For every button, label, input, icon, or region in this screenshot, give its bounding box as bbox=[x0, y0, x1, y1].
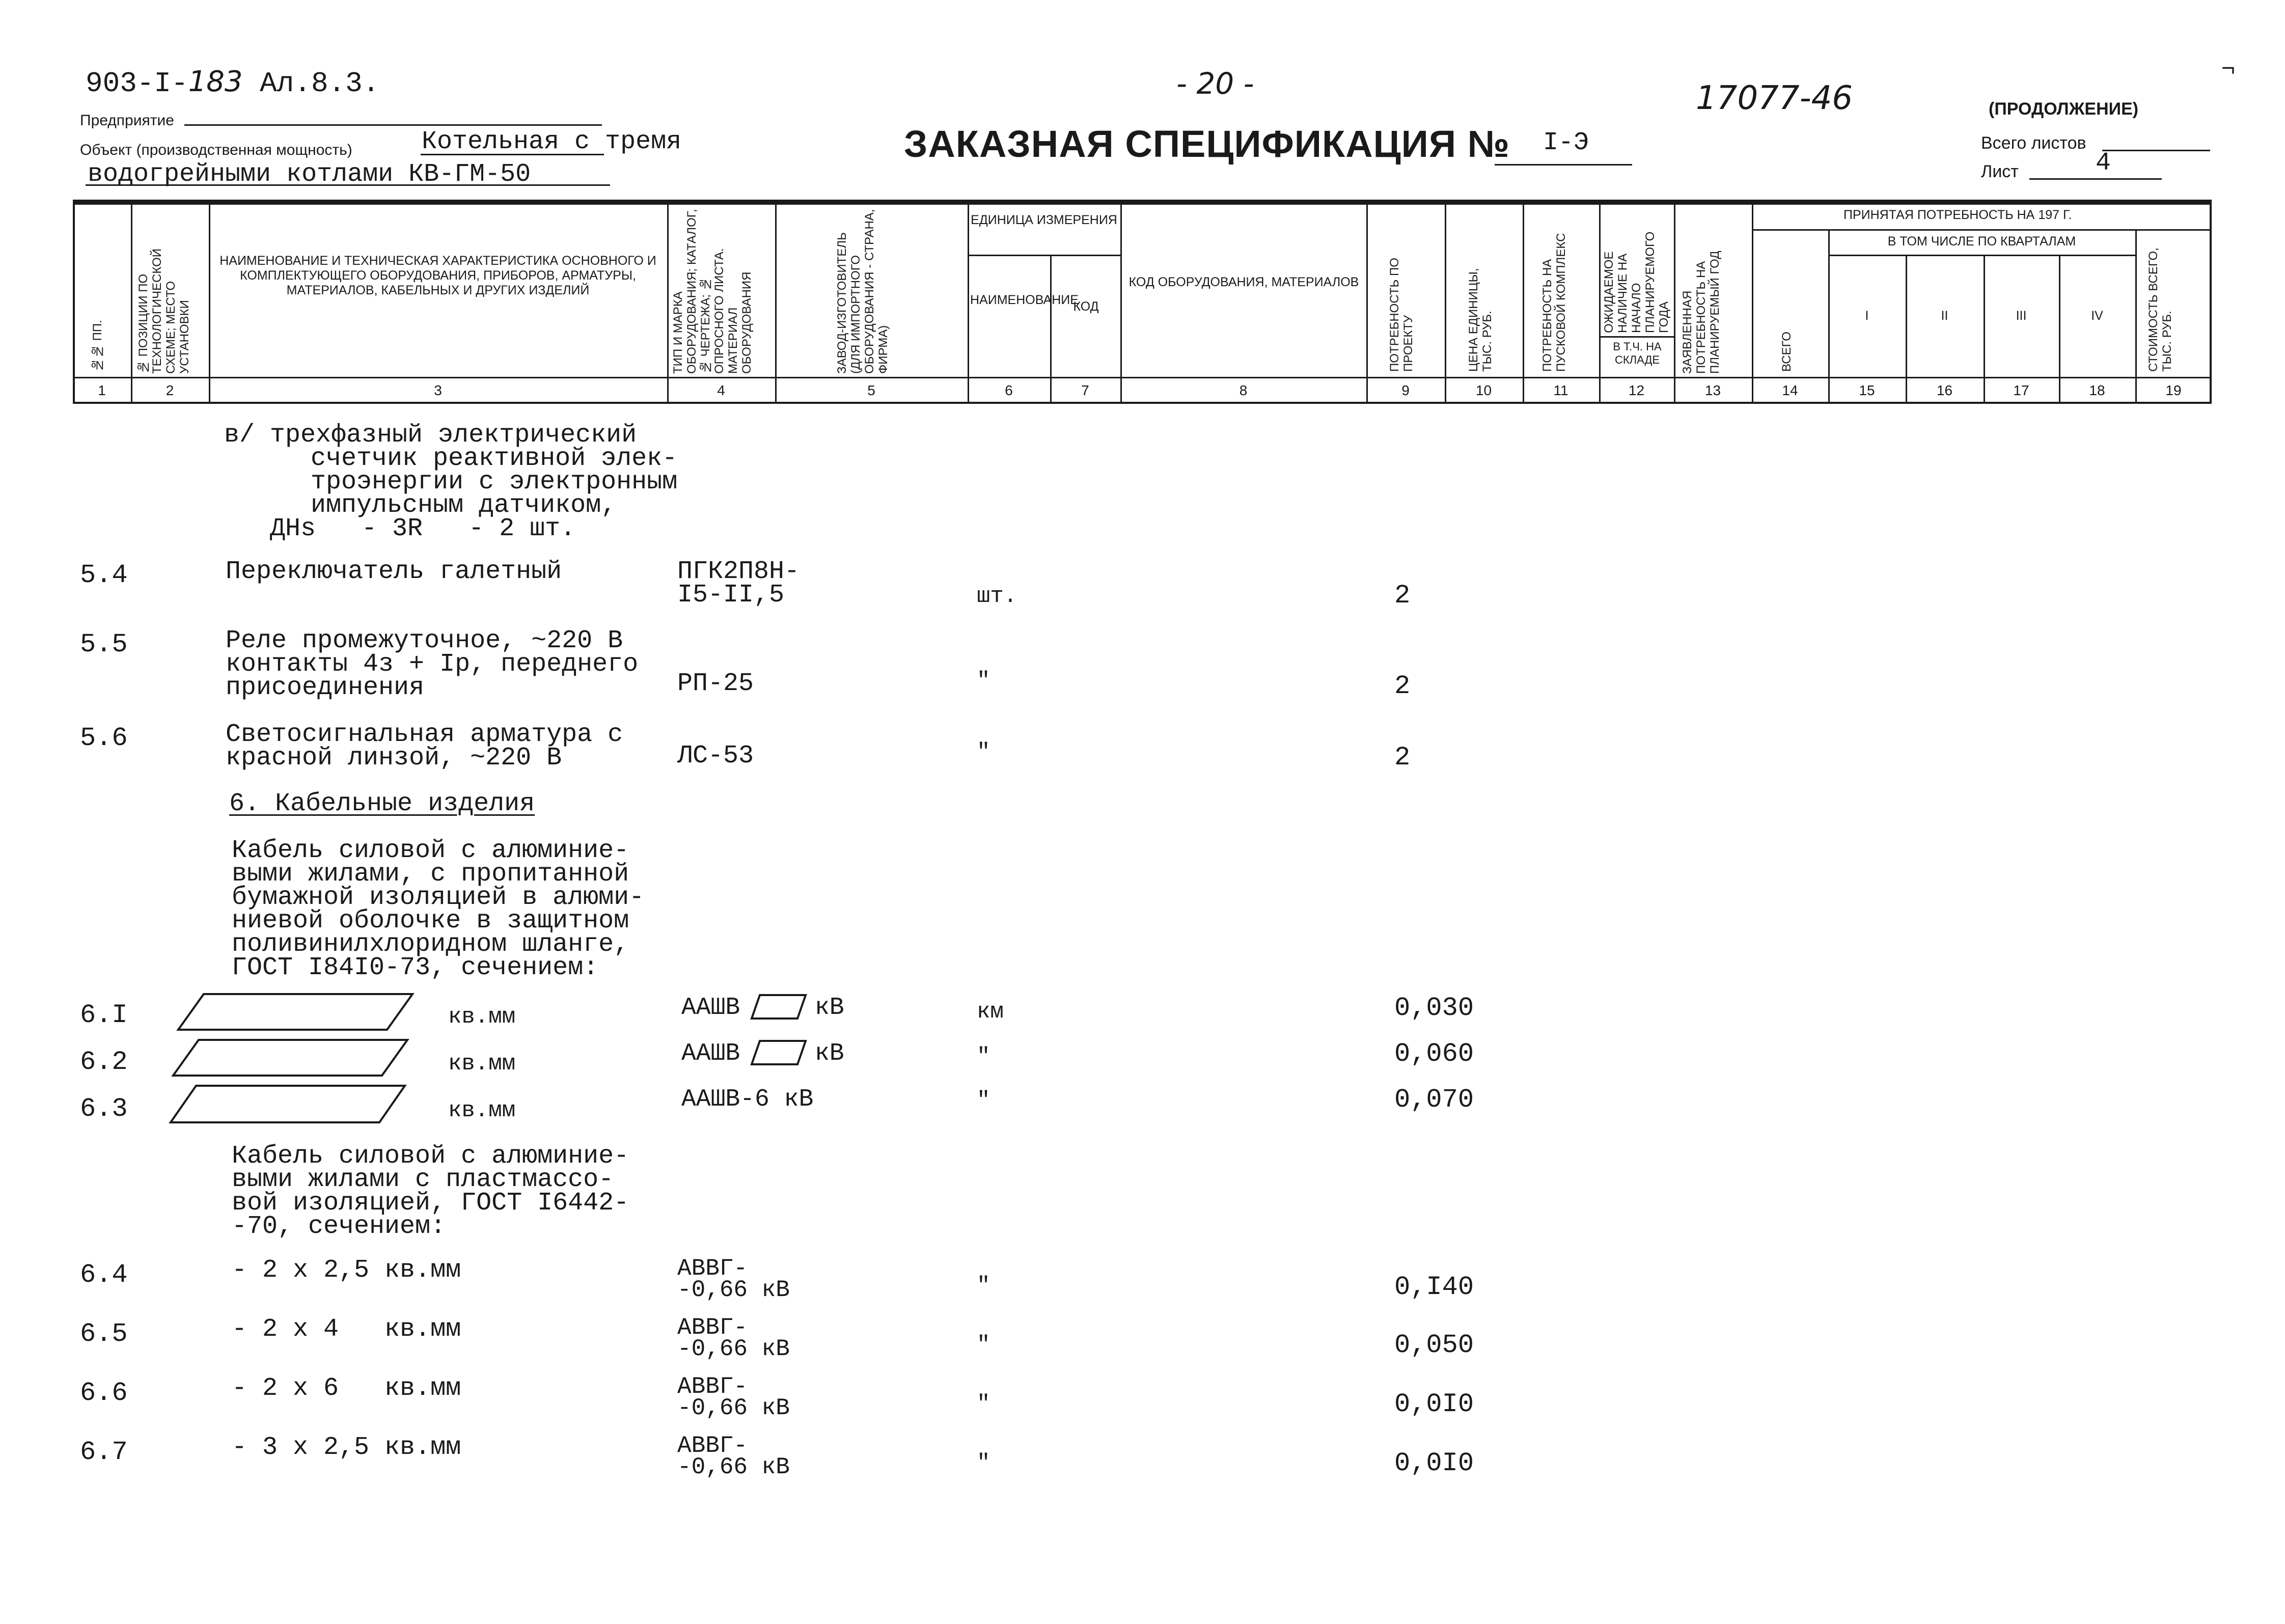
item-name: присоединения bbox=[226, 673, 425, 702]
item-name: - 3 х 2,5 кв.мм bbox=[232, 1433, 461, 1462]
col-sep bbox=[1599, 203, 1601, 404]
item-name: контакты 4з + Iр, переднего bbox=[226, 650, 639, 679]
row-number: 6.6 bbox=[80, 1378, 128, 1408]
item-quantity: 2 bbox=[1394, 581, 1411, 611]
col-sep bbox=[1674, 203, 1675, 404]
item-type: -0,66 кВ bbox=[677, 1336, 790, 1362]
item-unit: " bbox=[977, 668, 990, 694]
intro-marker: в/ bbox=[224, 421, 255, 450]
item-quantity: 0,030 bbox=[1394, 993, 1474, 1023]
row-number: 6.3 bbox=[80, 1094, 128, 1124]
header-demand: ПОТРЕБНОСТЬ ПО ПРОЕКТУ bbox=[1388, 258, 1415, 372]
list-item: поливинилхлоридном шланге, bbox=[232, 930, 629, 959]
col-sep bbox=[775, 203, 777, 404]
row-number: 6.5 bbox=[80, 1319, 128, 1349]
col-number: 6 bbox=[1005, 382, 1013, 398]
header-name: НАИМЕНОВАНИЕ И ТЕХНИЧЕСКАЯ ХАРАКТЕРИСТИКА ОСНОВНОГО И КОМПЛЕКТУЮЩЕГО ОБОРУДОВАНИЯ, ПРИБОРОВ, АРМАТУРЫ, МАТЕРИАЛОВ, КАБЕЛЬНЫХ И ДРУГИХ ИЗДЕЛИЙ bbox=[219, 254, 656, 297]
item-unit: " bbox=[977, 1044, 990, 1069]
list-item: Кабель силовой с алюминие- bbox=[232, 836, 629, 865]
item-type: АВВГ- bbox=[677, 1314, 748, 1341]
list-item: ниевой оболочке в защитном bbox=[232, 906, 629, 935]
header-unit-price: ЦЕНА ЕДИНИЦЫ, ТЫС. РУБ. bbox=[1467, 268, 1494, 372]
item-quantity: 0,0I0 bbox=[1394, 1389, 1474, 1419]
stock-subrule bbox=[1599, 336, 1674, 338]
enterprise-label: Предприятие bbox=[80, 112, 174, 129]
unit-sq-mm: кв.мм bbox=[448, 1051, 516, 1077]
row-number: 5.5 bbox=[80, 629, 128, 659]
sheet-label: Лист bbox=[1981, 162, 2019, 181]
object-name-line2: водогрейными котлами КВ-ГМ-50 bbox=[88, 160, 531, 189]
registration-number: 17077-46 bbox=[1696, 79, 1853, 117]
header-total: ВСЕГО bbox=[1780, 332, 1794, 372]
unit-group-rule bbox=[968, 255, 1120, 256]
col-number: 9 bbox=[1401, 382, 1410, 398]
col-number: 10 bbox=[1475, 382, 1492, 398]
header-expected: ОЖИДАЕМОЕ НАЛИЧИЕ НА НАЧАЛО ПЛАНИРУЕМОГО ГОДА bbox=[1602, 231, 1671, 333]
item-type: АВВГ- bbox=[677, 1433, 748, 1459]
document-code: 903-I-183 Ал.8.3. bbox=[86, 65, 380, 100]
list-item: троэнергии с электронным bbox=[311, 467, 678, 497]
blank-section-box bbox=[166, 1084, 410, 1125]
col-number: 17 bbox=[2013, 382, 2029, 398]
col-number: 5 bbox=[867, 382, 875, 398]
header-position: № ПОЗИЦИИ ПО ТЕХНОЛОГИЧЕСКОЙ СХЕМЕ; МЕСТО УСТАНОВКИ bbox=[136, 248, 191, 374]
total-sheets-label: Всего листов bbox=[1981, 133, 2086, 153]
spec-number: I-Э bbox=[1543, 128, 1589, 157]
item-quantity: 0,050 bbox=[1394, 1330, 1474, 1360]
header-equipment-code: КОД ОБОРУДОВАНИЯ, МАТЕРИАЛОВ bbox=[1128, 275, 1359, 289]
item-type: кВ bbox=[815, 1040, 844, 1067]
col-number: 16 bbox=[1936, 382, 1953, 398]
table-header bbox=[73, 203, 2212, 404]
item-name: - 2 х 4 кв.мм bbox=[232, 1315, 461, 1344]
item-quantity: 0,070 bbox=[1394, 1085, 1474, 1115]
corner-mark: ¬ bbox=[2221, 54, 2235, 81]
header-unit-group: ЕДИНИЦА ИЗМЕРЕНИЯ bbox=[971, 213, 1117, 227]
col-number: 3 bbox=[434, 382, 442, 398]
col-number: 14 bbox=[1782, 382, 1798, 398]
list-item: ГОСТ I84I0-73, сечением: bbox=[232, 953, 599, 982]
col-sep bbox=[968, 203, 969, 404]
page-number: - 20 - bbox=[1176, 66, 1254, 101]
item-name: Светосигнальная арматура с bbox=[226, 720, 623, 749]
row-number: 6.7 bbox=[80, 1437, 128, 1467]
object-name-line1: Котельная с тремя bbox=[422, 127, 682, 156]
header-stock: В Т.Ч. НА СКЛАДЕ bbox=[1613, 340, 1662, 366]
col-number: 8 bbox=[1239, 382, 1248, 398]
header-q3: III bbox=[2016, 309, 2027, 323]
col-sep bbox=[1523, 203, 1524, 404]
item-unit: " bbox=[977, 1332, 990, 1358]
list-item: импульсным датчиком, bbox=[311, 491, 617, 520]
col-sep bbox=[1120, 203, 1122, 404]
item-quantity: 2 bbox=[1394, 742, 1411, 773]
col-number: 18 bbox=[2089, 382, 2105, 398]
list-item: бумажной изоляцией в алюми- bbox=[232, 883, 645, 912]
header-startup: ПОТРЕБНОСТЬ НА ПУСКОВОЙ КОМПЛЕКС bbox=[1540, 233, 1568, 372]
enterprise-line bbox=[184, 124, 602, 126]
col-number: 2 bbox=[166, 382, 174, 398]
blank-section-box bbox=[173, 992, 418, 1033]
header-q2: II bbox=[1941, 309, 1948, 323]
col-number: 4 bbox=[717, 382, 725, 398]
header-quarters: В ТОМ ЧИСЛЕ ПО КВАРТАЛАМ bbox=[1887, 234, 2076, 249]
col-sep bbox=[667, 203, 669, 404]
header-unit-name: НАИМЕНОВАНИЕ bbox=[970, 293, 1079, 307]
col-number: 13 bbox=[1704, 382, 1721, 398]
handwritten-doc-number: 183 bbox=[188, 65, 243, 98]
item-name: Реле промежуточное, ~220 В bbox=[226, 626, 623, 655]
continued-label: (ПРОДОЛЖЕНИЕ) bbox=[1989, 99, 2139, 119]
header-type: ТИП И МАРКА ОБОРУДОВАНИЯ; КАТАЛОГ, № ЧЕРТЕЖА; № ОПРОСНОГО ЛИСТА. МАТЕРИАЛ ОБОРУДОВАНИЯ bbox=[671, 209, 754, 374]
list-item: счетчик реактивной элек- bbox=[311, 444, 678, 473]
blank-voltage-box bbox=[749, 1039, 810, 1066]
item-unit: " bbox=[977, 1450, 990, 1476]
item-unit: шт. bbox=[977, 584, 1017, 609]
item-unit: " bbox=[977, 1088, 990, 1113]
row-number: 6.4 bbox=[80, 1260, 128, 1290]
list-item: Кабель силовой с алюминие- bbox=[232, 1142, 629, 1171]
blank-section-box bbox=[168, 1038, 412, 1079]
header-declared: ЗАЯВЛЕННАЯ ПОТРЕБНОСТЬ НА ПЛАНИРУЕМЫЙ ГОД bbox=[1681, 251, 1722, 374]
list-item: трехфазный электрический bbox=[270, 421, 637, 450]
page-title: ЗАКАЗНАЯ СПЕЦИФИКАЦИЯ № bbox=[904, 123, 1510, 165]
col-number: 7 bbox=[1081, 382, 1089, 398]
header-q4: IV bbox=[2091, 309, 2103, 323]
col-number: 12 bbox=[1628, 382, 1645, 398]
row-number: 6.2 bbox=[80, 1047, 128, 1077]
item-quantity: 0,060 bbox=[1394, 1039, 1474, 1069]
item-type: ААШВ-6 кВ bbox=[681, 1086, 814, 1113]
item-type: ЛС-53 bbox=[677, 741, 754, 770]
item-type: кВ bbox=[815, 994, 844, 1022]
spec-number-line bbox=[1495, 164, 1632, 166]
list-item: -70, сечением: bbox=[232, 1212, 446, 1241]
total-sheets-line bbox=[2102, 150, 2210, 151]
object-label: Объект (производственная мощность) bbox=[80, 142, 352, 158]
item-type: ААШВ bbox=[681, 994, 740, 1022]
item-type: -0,66 кВ bbox=[677, 1454, 790, 1480]
col-number: 19 bbox=[2165, 382, 2182, 398]
col-number: 11 bbox=[1553, 382, 1568, 398]
list-item: выми жилами с пластмассо- bbox=[232, 1165, 614, 1194]
list-item: выми жилами, с пропитанной bbox=[232, 860, 629, 889]
list-item: ДНs - 3R - 2 шт. bbox=[270, 514, 576, 543]
item-name: - 2 х 6 кв.мм bbox=[232, 1374, 461, 1403]
row-number: 5.4 bbox=[80, 560, 128, 590]
item-type: -0,66 кВ bbox=[677, 1395, 790, 1421]
item-type: I5-II,5 bbox=[677, 581, 785, 610]
header-q1: I bbox=[1865, 309, 1869, 323]
header-cost: СТОИМОСТЬ ВСЕГО, ТЫС. РУБ. bbox=[2146, 247, 2174, 372]
header-manufacturer: ЗАВОД-ИЗГОТОВИТЕЛЬ (ДЛЯ ИМПОРТНОГО ОБОРУДОВАНИЯ - СТРАНА, ФИРМА) bbox=[835, 209, 890, 374]
quarters-rule bbox=[1828, 255, 2135, 256]
item-name: - 2 х 2,5 кв.мм bbox=[232, 1256, 461, 1285]
sheet-line bbox=[2029, 178, 2162, 180]
item-quantity: 0,I40 bbox=[1394, 1272, 1474, 1302]
item-name: красной линзой, ~220 В bbox=[226, 744, 562, 773]
item-name: Переключатель галетный bbox=[226, 557, 562, 586]
col-sep bbox=[209, 203, 210, 404]
object-line1-rule bbox=[421, 154, 604, 155]
item-type: -0,66 кВ bbox=[677, 1277, 790, 1303]
section-title: 6. Кабельные изделия bbox=[229, 789, 535, 818]
col-number: 1 bbox=[98, 382, 106, 398]
col-sep bbox=[131, 203, 132, 404]
item-type: РП-25 bbox=[677, 669, 754, 698]
item-quantity: 0,0I0 bbox=[1394, 1448, 1474, 1478]
header-unit-code: КОД bbox=[1073, 299, 1099, 314]
accepted-rule bbox=[1752, 229, 2212, 231]
header-num-pp: №№ ПП. bbox=[91, 320, 104, 372]
item-type: ПГК2П8Н- bbox=[677, 557, 800, 586]
unit-sq-mm: кв.мм bbox=[448, 1004, 516, 1030]
row-number: 5.6 bbox=[80, 723, 128, 753]
list-item: вой изоляцией, ГОСТ I6442- bbox=[232, 1189, 629, 1218]
header-accepted: ПРИНЯТАЯ ПОТРЕБНОСТЬ НА 197 Г. bbox=[1843, 208, 2072, 222]
row-number: 6.I bbox=[80, 1000, 128, 1030]
item-unit: " bbox=[977, 1391, 990, 1417]
col-sep bbox=[1752, 203, 1753, 404]
unit-sq-mm: кв.мм bbox=[448, 1098, 516, 1123]
object-line2-rule bbox=[86, 184, 610, 186]
sheet-number: 4 bbox=[2096, 149, 2111, 178]
item-type: АВВГ- bbox=[677, 1255, 748, 1282]
col-sep bbox=[1366, 203, 1368, 404]
item-type: ААШВ bbox=[681, 1040, 740, 1067]
item-unit: км bbox=[977, 999, 1004, 1025]
item-quantity: 2 bbox=[1394, 671, 1411, 701]
item-unit: " bbox=[977, 1273, 990, 1299]
blank-voltage-box bbox=[749, 993, 810, 1021]
item-unit: " bbox=[977, 739, 990, 765]
col-sep bbox=[1445, 203, 1446, 404]
col-number: 15 bbox=[1859, 382, 1875, 398]
item-type: АВВГ- bbox=[677, 1373, 748, 1400]
